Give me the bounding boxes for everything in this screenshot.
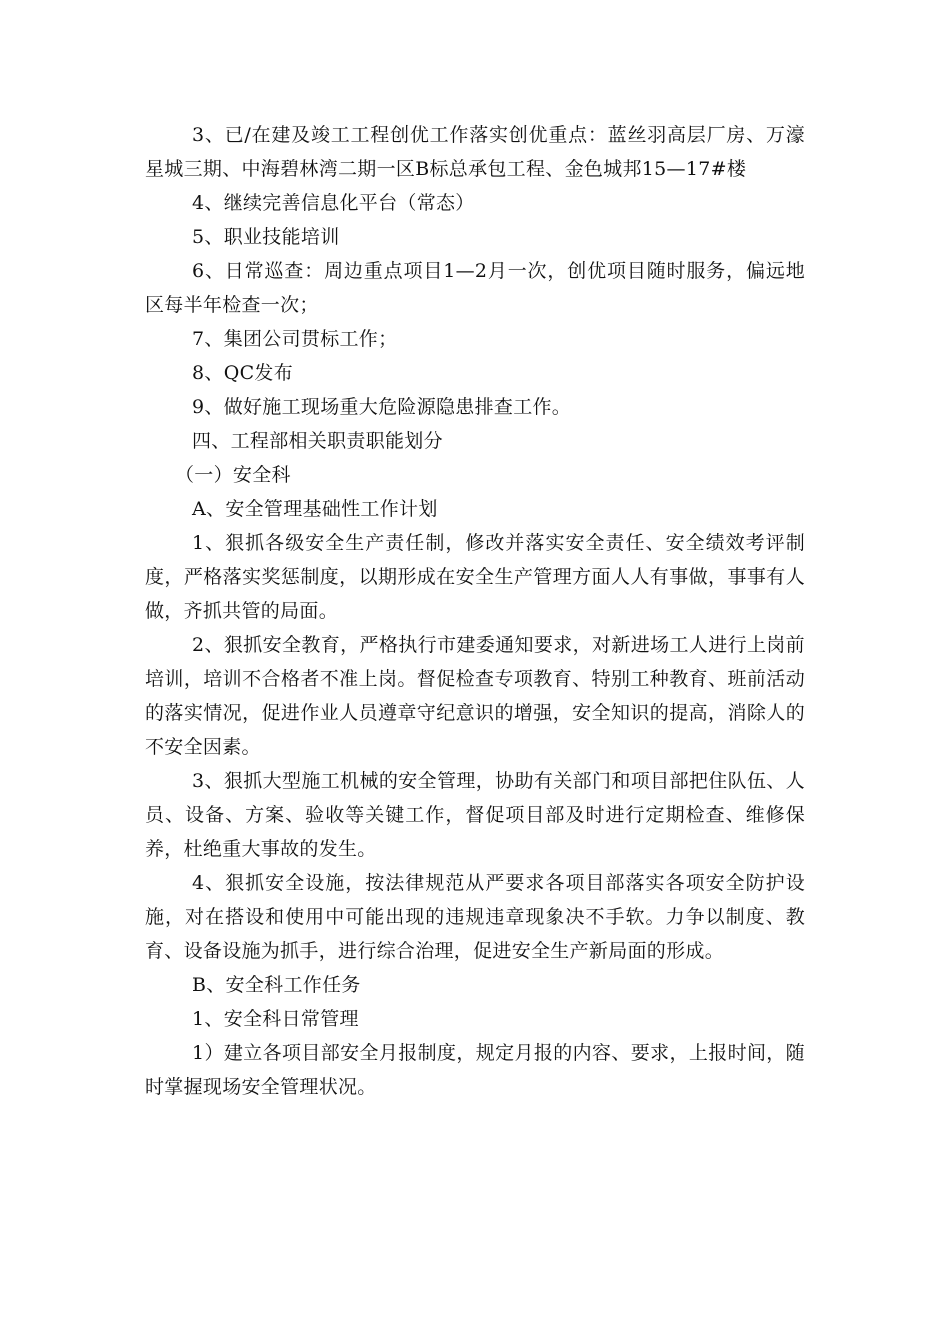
document-body [145, 118, 805, 1104]
paragraph-item-3-creation: 3、已/在建及竣工工程创优工作落实创优重点：蓝丝羽高层厂房、万濠星城三期、中海碧林湾二期一区B标总承包工程、金色城邦15—17#楼 [145, 124, 805, 180]
paragraph-monthly-report: 1）建立各项目部安全月报制度，规定月报的内容、要求，上报时间，随时掌握现场安全管理状况。 [145, 1042, 805, 1098]
heading-b-tasks: B、安全科工作任务 [192, 974, 361, 996]
paragraph-item-5-skill-training: 5、职业技能培训 [192, 226, 340, 248]
section-heading-four: 四、工程部相关职责职能划分 [192, 430, 443, 452]
paragraph-item-4-information-platform: 4、继续完善信息化平台（常态） [192, 192, 475, 214]
heading-daily-management: 1、安全科日常管理 [192, 1008, 359, 1030]
paragraph-item-7-group-standard: 7、集团公司贯标工作； [192, 328, 398, 350]
paragraph-machinery-management: 3、狠抓大型施工机械的安全管理，协助有关部门和项目部把住队伍、人员、设备、方案、验收等关键工作，督促项目部及时进行定期检查、维修保养，杜绝重大事故的发生。 [145, 770, 805, 860]
paragraph-safety-responsibility: 1、狠抓各级安全生产责任制，修改并落实安全责任、安全绩效考评制度，严格落实奖惩制度，以期形成在安全生产管理方面人人有事做，事事有人做，齐抓共管的局面。 [145, 532, 805, 622]
paragraph-safety-education: 2、狠抓安全教育，严格执行市建委通知要求，对新进场工人进行上岗前培训，培训不合格者不准上岗。督促检查专项教育、特别工种教育、班前活动的落实情况，促进作业人员遵章守纪意识的增强，安全知识的提高，消除人的不安全因素。 [145, 634, 805, 758]
paragraph-item-9-hazard-check: 9、做好施工现场重大危险源隐患排查工作。 [192, 396, 572, 418]
heading-a-basic-plan: A、安全管理基础性工作计划 [192, 498, 438, 520]
paragraph-item-6-daily-inspection: 6、日常巡查：周边重点项目1—2月一次，创优项目随时服务，偏远地区每半年检查一次； [145, 260, 805, 316]
paragraph-safety-facilities: 4、狠抓安全设施，按法律规范从严要求各项目部落实各项安全防护设施，对在搭设和使用中可能出现的违规违章现象决不手软。力争以制度、教育、设备设施为抓手，进行综合治理，促进安全生产新局面的形成。 [145, 872, 805, 962]
subsection-heading-safety: （一）安全科 [175, 464, 291, 486]
paragraph-item-8-qc: 8、QC发布 [192, 362, 294, 384]
